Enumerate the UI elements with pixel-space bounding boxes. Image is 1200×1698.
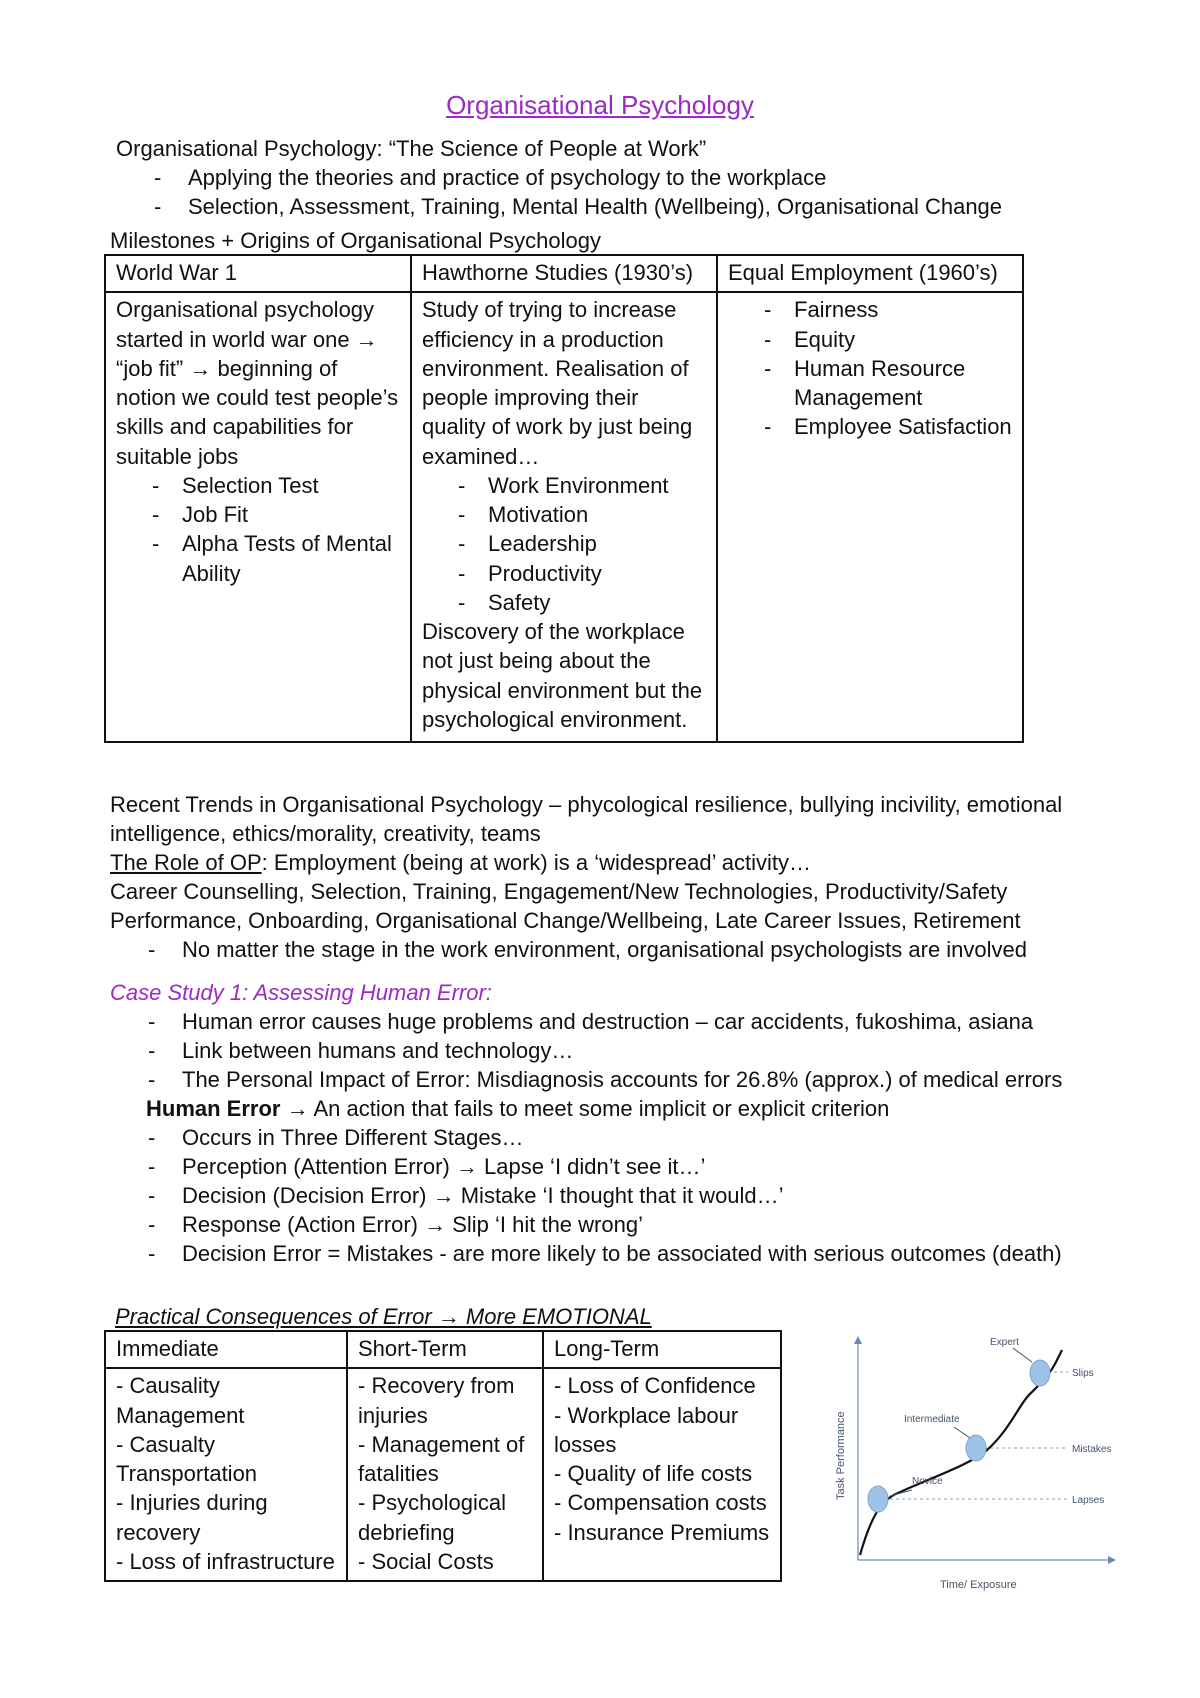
slips-label: Slips [1072, 1368, 1094, 1379]
table-row [105, 255, 1023, 292]
novice-label: Novice [912, 1476, 943, 1487]
hawthorne-bullets [422, 471, 706, 617]
hawthorne-cell [411, 292, 717, 742]
list-item: - Occurs in Three Different Stages… [110, 1123, 1100, 1152]
human-error-text: → An action that fails to meet some implicit or explicit criterion [280, 1096, 890, 1122]
list-item: - Insurance Premiums [554, 1519, 770, 1545]
list-item: - Workplace labour losses [554, 1402, 739, 1457]
intro-section [116, 134, 1106, 221]
list-item: - Causality Management [116, 1373, 245, 1428]
list-item: - Social Costs [358, 1548, 494, 1574]
list-item: - Work Environment [422, 471, 706, 500]
list-item: - Link between humans and technology… [110, 1036, 1100, 1065]
trends-line: Recent Trends in Organisational Psychology – phycological resilience, bullying incivility, emotional [110, 792, 1063, 817]
list-item: - Casualty Transportation [116, 1431, 258, 1486]
error-stage-bullets [110, 1123, 1100, 1268]
expert-label: Expert [990, 1337, 1019, 1348]
trends-section [110, 790, 1100, 964]
consequences-heading: Practical Consequences of Error → More EMOTIONAL [115, 1304, 652, 1329]
list-item: - Psychological debriefing [358, 1490, 506, 1545]
list-item: - Recovery from injuries [358, 1373, 515, 1428]
page-title: Organisational Psychology [446, 90, 754, 120]
lapses-label: Lapses [1072, 1495, 1105, 1506]
x-axis-arrow [1108, 1556, 1116, 1564]
consequences-table [104, 1330, 782, 1582]
hawthorne-text: Study of trying to increase efficiency in a production environment. Realisation of people improving their quality of work by just being examined… [422, 297, 693, 469]
expert-marker [1030, 1360, 1050, 1386]
expert-pointer [1013, 1348, 1032, 1362]
list-item: - Human Resource Management [728, 354, 1012, 413]
table-row [105, 1331, 781, 1368]
list-item: - Quality of life costs [554, 1461, 753, 1486]
table-header-immediate: Immediate [105, 1331, 347, 1368]
human-error-definition [110, 1094, 1100, 1123]
list-item: - Decision (Decision Error) → Mistake ‘I thought that it would…’ [110, 1181, 1100, 1210]
role-text: : Employment (being at work) is a ‘widespread’ activity… [261, 850, 812, 876]
case-bullets [110, 1007, 1100, 1094]
role-bullets [110, 935, 1100, 964]
role-label: The Role of OP [110, 850, 262, 876]
table-header-ww1: World War 1 [105, 255, 411, 292]
table-header-equal-employment: Equal Employment (1960’s) [717, 255, 1023, 292]
hawthorne-after-text: Discovery of the workplace not just being about the physical environment but the psychological environment. [422, 619, 703, 732]
list-item: - Loss of Confidence [554, 1373, 756, 1399]
table-row [105, 1368, 781, 1581]
list-item: - Human error causes huge problems and destruction – car accidents, fukoshima, asiana [110, 1007, 1100, 1036]
list-item: - Perception (Attention Error) → Lapse ‘I didn’t see it…’ [110, 1152, 1100, 1181]
trends-line: intelligence, ethics/morality, creativity, teams [110, 821, 541, 847]
case-study-section [110, 978, 1100, 1268]
ww1-text: Organisational psychology started in world war one → “job fit” → beginning of notion we could test people’s skills and capabilities for suitable jobs [116, 297, 399, 469]
table-row [105, 292, 1023, 742]
list-item: - Injuries during recovery [116, 1490, 268, 1545]
list-item: - Response (Action Error) → Slip ‘I hit the wrong’ [110, 1210, 1100, 1239]
table-header-long-term: Long-Term [543, 1331, 781, 1368]
ww1-bullets [116, 471, 400, 588]
intermediate-label: Intermediate [904, 1414, 960, 1425]
case-study-heading: Case Study 1: Assessing Human Error: [110, 980, 492, 1005]
list-item: - Applying the theories and practice of psychology to the workplace [116, 163, 1106, 192]
list-item: - Alpha Tests of Mental Ability [116, 529, 400, 588]
list-item: - Safety [422, 588, 706, 617]
role-line: Career Counselling, Selection, Training, Engagement/New Technologies, Productivity/Safety [110, 879, 1008, 905]
novice-marker [868, 1486, 888, 1512]
list-item: - Loss of infrastructure [116, 1548, 335, 1574]
list-item: - Job Fit [116, 500, 400, 529]
intermediate-marker [966, 1435, 986, 1461]
table-header-short-term: Short-Term [347, 1331, 543, 1368]
table-header-hawthorne: Hawthorne Studies (1930’s) [411, 255, 717, 292]
list-item: - Motivation [422, 500, 706, 529]
immediate-cell [105, 1368, 347, 1581]
milestones-heading: Milestones + Origins of Organisational Psychology [110, 228, 601, 253]
x-axis-label: Time/ Exposure [940, 1579, 1017, 1591]
list-item: - Equity [728, 325, 1012, 354]
intro-bullets [116, 163, 1106, 221]
list-item: - Productivity [422, 559, 706, 588]
learning-curve-chart [820, 1330, 1130, 1600]
y-axis-label: Task Performance [835, 1411, 847, 1500]
milestones-table [104, 254, 1024, 743]
mistakes-label: Mistakes [1072, 1444, 1112, 1455]
y-axis-arrow [854, 1336, 862, 1344]
intermediate-pointer [954, 1427, 970, 1438]
list-item: - Management of fatalities [358, 1431, 525, 1486]
list-item: - Leadership [422, 529, 706, 558]
list-item: - Employee Satisfaction [728, 412, 1012, 441]
ww1-cell [105, 292, 411, 742]
equal-employment-bullets [728, 295, 1012, 441]
list-item: - Compensation costs [554, 1490, 767, 1516]
list-item: - Selection, Assessment, Training, Mental Health (Wellbeing), Organisational Change [116, 192, 1106, 221]
list-item: - The Personal Impact of Error: Misdiagnosis accounts for 26.8% (approx.) of medical errors [110, 1065, 1100, 1094]
long-term-cell [543, 1368, 781, 1581]
human-error-term: Human Error [146, 1096, 281, 1122]
role-line [110, 848, 1100, 877]
list-item: - No matter the stage in the work environment, organisational psychologists are involved [110, 935, 1100, 964]
short-term-cell [347, 1368, 543, 1581]
list-item: - Decision Error = Mistakes - are more likely to be associated with serious outcomes (death) [110, 1239, 1100, 1268]
intro-definition: Organisational Psychology: “The Science of People at Work” [116, 136, 707, 161]
list-item: - Fairness [728, 295, 1012, 324]
role-line: Performance, Onboarding, Organisational Change/Wellbeing, Late Career Issues, Retirement [110, 908, 1021, 934]
list-item: - Selection Test [116, 471, 400, 500]
equal-employment-cell [717, 292, 1023, 742]
